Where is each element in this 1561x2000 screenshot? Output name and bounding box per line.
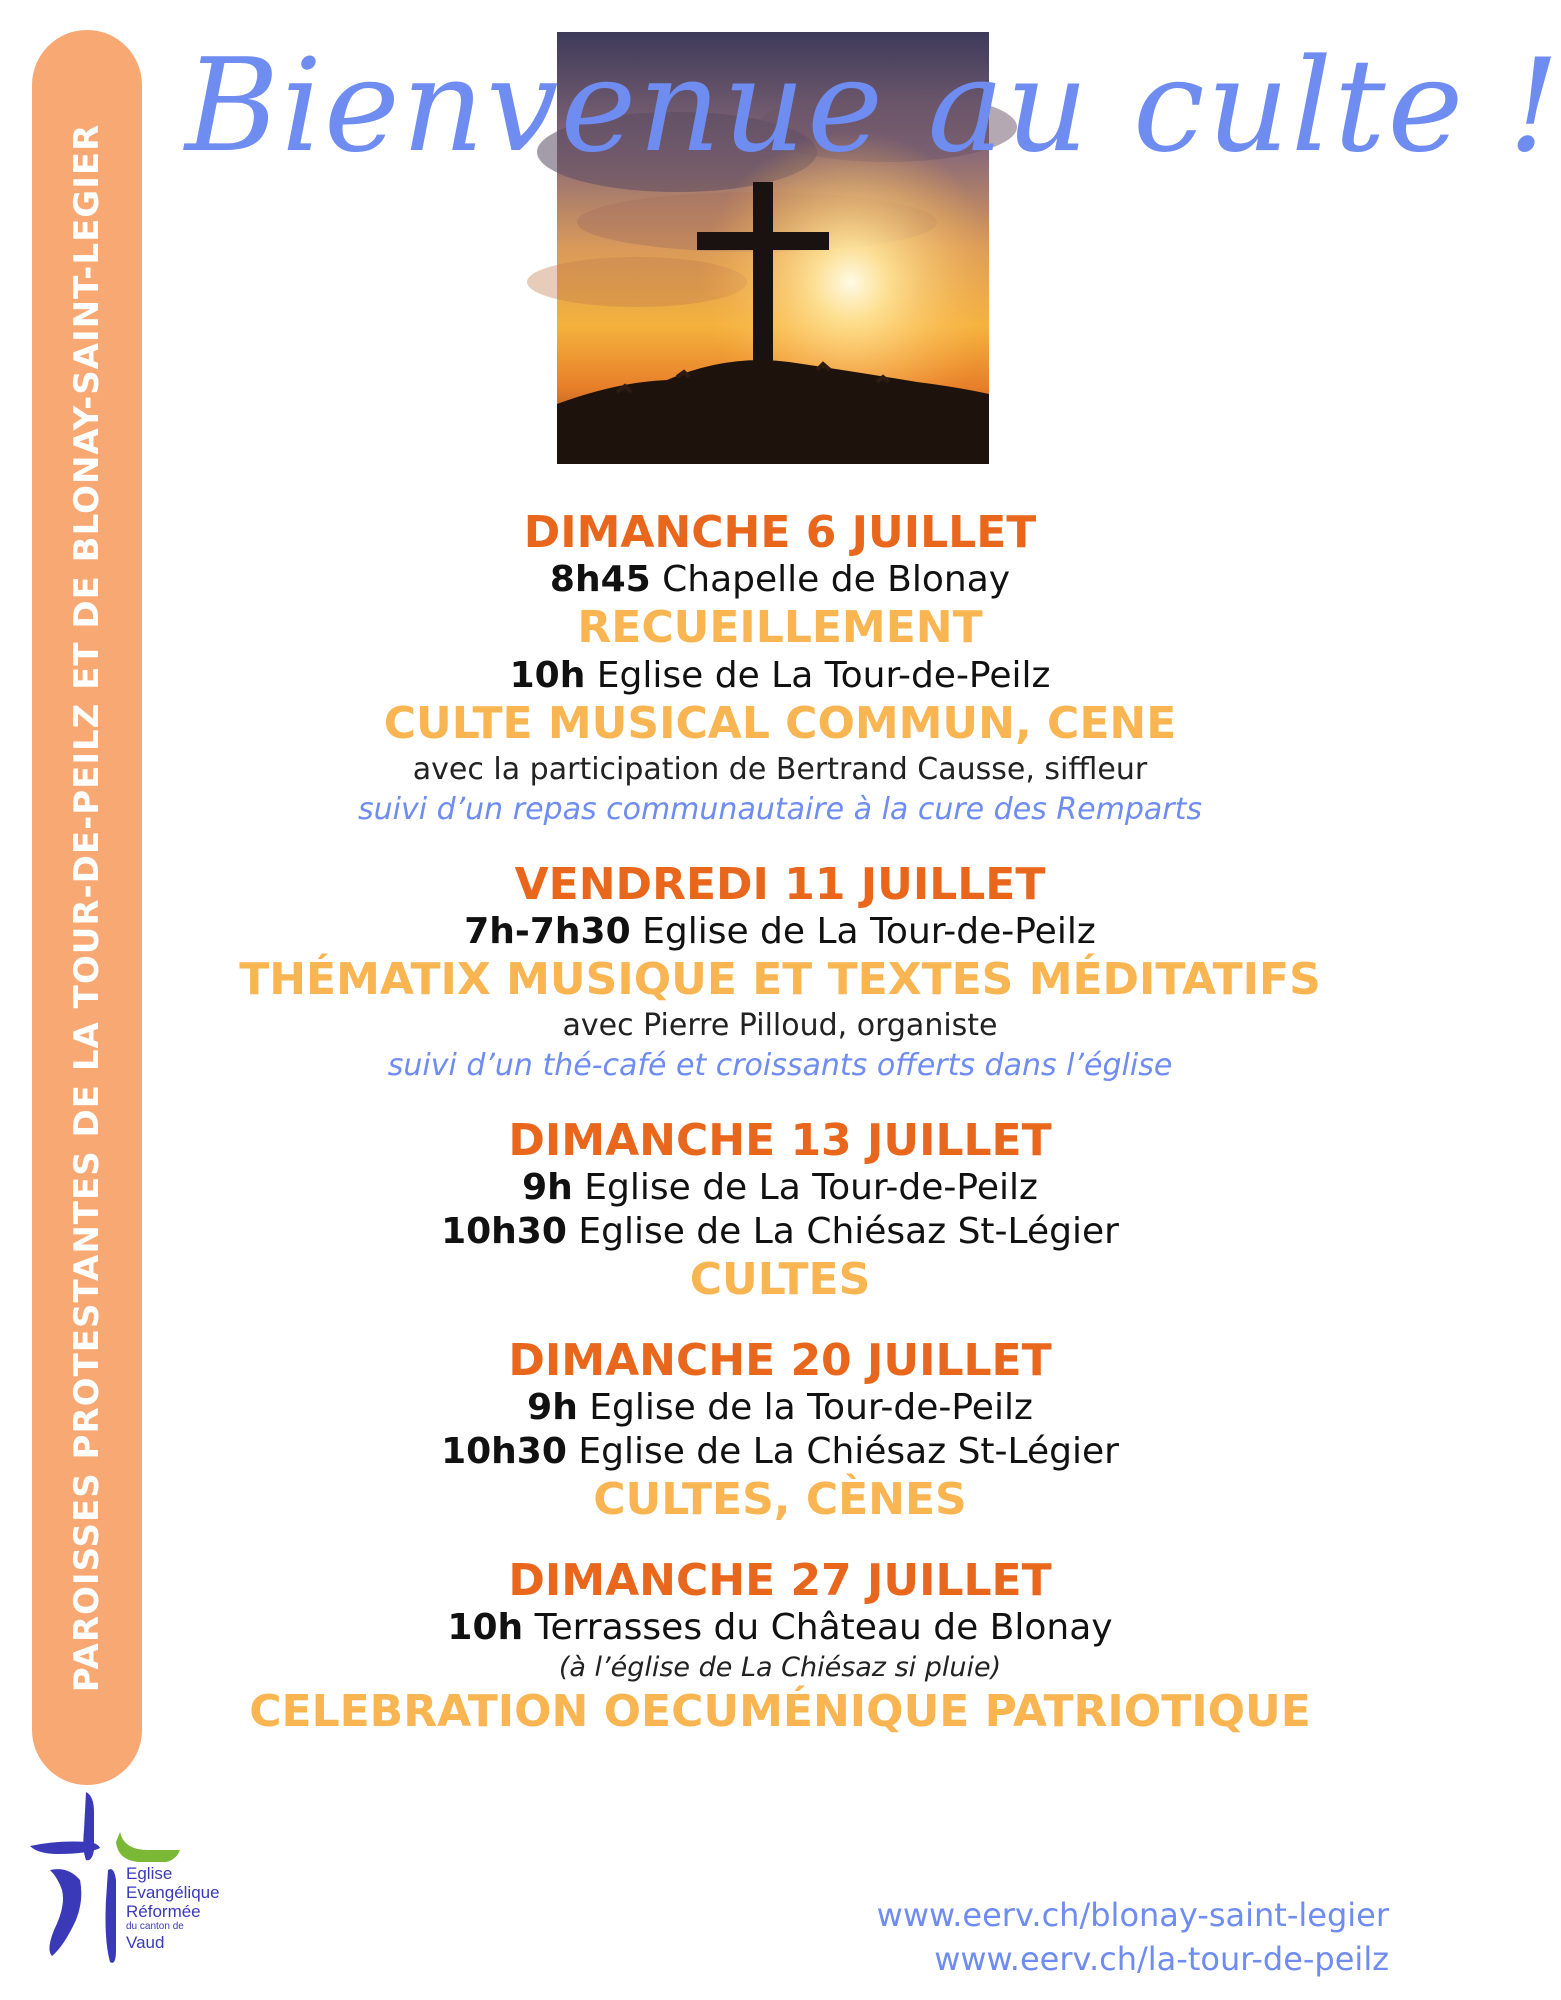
event-item <box>180 860 1380 1086</box>
event-day: DIMANCHE 6 JUILLET <box>523 507 1037 558</box>
event-day: DIMANCHE 13 JUILLET <box>508 1115 1052 1166</box>
event-followup: suivi d’un repas communautaire à la cure des Remparts <box>357 792 1202 827</box>
event-item <box>180 508 1380 830</box>
event-time: 8h45 <box>549 559 651 600</box>
schedule <box>180 508 1380 1768</box>
website-link-tour-de-peilz[interactable]: www.eerv.ch/la-tour-de-peilz <box>934 1940 1389 1978</box>
event-slot <box>180 910 1380 954</box>
event-slot <box>180 1166 1380 1210</box>
side-banner-text: PAROISSES PROTESTANTES DE LA TOUR-DE-PEILZ ET DE BLONAY-SAINT-LEGIER <box>67 123 107 1692</box>
event-title: CULTES, CÈNES <box>593 1474 967 1525</box>
event-place: Chapelle de Blonay <box>662 559 1011 600</box>
event-time: 9h <box>522 1167 573 1208</box>
event-time: 10h30 <box>441 1431 567 1472</box>
logo-line: Vaud <box>126 1933 165 1952</box>
event-time: 10h <box>447 1607 524 1648</box>
event-place: Eglise de La Tour-de-Peilz <box>642 911 1096 952</box>
event-item <box>180 1116 1380 1306</box>
event-title: THÉMATIX MUSIQUE ET TEXTES MÉDITATIFS <box>239 954 1321 1005</box>
page-title: Bienvenue au culte ! <box>185 32 1561 181</box>
event-title: RECUEILLEMENT <box>577 602 983 653</box>
event-slot <box>180 1386 1380 1430</box>
event-place: Eglise de La Chiésaz St-Légier <box>578 1431 1119 1472</box>
event-place: Eglise de la Tour-de-Peilz <box>589 1387 1033 1428</box>
event-slot <box>180 1606 1380 1650</box>
event-slot <box>180 1430 1380 1474</box>
logo-line: du canton de <box>126 1921 184 1932</box>
event-title: CULTES <box>689 1254 871 1305</box>
event-note: (à l’église de La Chiésaz si pluie) <box>558 1652 1002 1683</box>
eerv-logo-text <box>126 1864 220 1952</box>
side-banner <box>32 30 142 1785</box>
event-slot <box>180 558 1380 602</box>
event-detail: avec la participation de Bertrand Causse, siffleur <box>412 752 1148 787</box>
event-slot <box>180 654 1380 698</box>
event-title: CELEBRATION OECUMÉNIQUE PATRIOTIQUE <box>249 1686 1311 1737</box>
website-links <box>877 1893 1389 1981</box>
website-link-blonay[interactable]: www.eerv.ch/blonay-saint-legier <box>876 1896 1389 1934</box>
event-detail: avec Pierre Pilloud, organiste <box>562 1008 998 1043</box>
event-place: Eglise de La Tour-de-Peilz <box>596 655 1051 696</box>
event-place: Eglise de La Tour-de-Peilz <box>584 1167 1038 1208</box>
event-day: VENDREDI 11 JUILLET <box>514 859 1046 910</box>
event-slot <box>180 1210 1380 1254</box>
event-item <box>180 1336 1380 1526</box>
event-time: 7h-7h30 <box>464 911 631 952</box>
logo-line: Réformée <box>126 1902 201 1921</box>
event-day: DIMANCHE 27 JUILLET <box>508 1555 1052 1606</box>
event-item <box>180 1556 1380 1738</box>
event-followup: suivi d’un thé-café et croissants offerts dans l’église <box>387 1048 1173 1083</box>
event-place: Terrasses du Château de Blonay <box>534 1607 1113 1648</box>
logo-line: Evangélique <box>126 1883 220 1902</box>
event-day: DIMANCHE 20 JUILLET <box>508 1335 1052 1386</box>
event-time: 10h30 <box>441 1211 567 1252</box>
event-place: Eglise de La Chiésaz St-Légier <box>578 1211 1119 1252</box>
event-title: CULTE MUSICAL COMMUN, CENE <box>383 698 1177 749</box>
event-time: 9h <box>527 1387 578 1428</box>
logo-line: Eglise <box>126 1864 173 1883</box>
event-time: 10h <box>509 655 586 696</box>
